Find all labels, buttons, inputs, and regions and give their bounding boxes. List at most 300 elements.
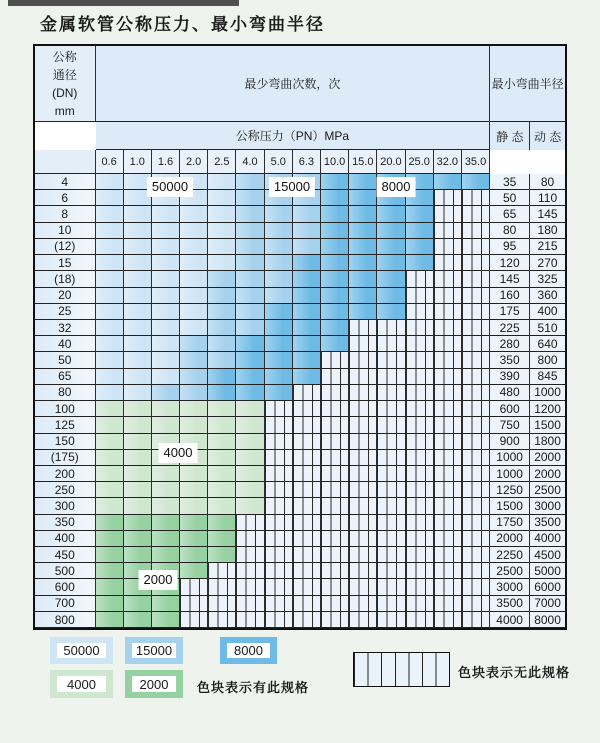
- cycles-region-label-50000: 50000: [147, 177, 193, 197]
- no-spec-cell: [236, 579, 264, 595]
- no-spec-cell: [462, 255, 490, 271]
- no-spec-cell: [434, 450, 462, 466]
- spec-cell: [377, 304, 405, 320]
- spec-cell: [124, 417, 152, 433]
- pressure-column-header: 20.0: [377, 150, 405, 174]
- static-radius-cell: 65: [490, 206, 530, 222]
- no-spec-cell: [462, 239, 490, 255]
- spec-cell: [96, 401, 124, 417]
- dn-cell: (18): [35, 271, 96, 287]
- no-spec-cell: [406, 401, 434, 417]
- spec-cell: [236, 223, 264, 239]
- static-radius-cell: 145: [490, 271, 530, 287]
- no-spec-cell: [236, 515, 264, 531]
- no-spec-cell: [462, 498, 490, 514]
- table-row-dn-40: [35, 336, 565, 352]
- static-radius-cell: 350: [490, 352, 530, 368]
- spec-cell: [124, 466, 152, 482]
- table-header-row-2: [35, 122, 565, 150]
- no-spec-cell: [293, 547, 321, 563]
- spec-cell: [124, 515, 152, 531]
- static-radius-cell: 4000: [490, 612, 530, 628]
- no-spec-cell: [349, 417, 377, 433]
- pressure-column-header: 35.0: [462, 150, 490, 174]
- dn-cell: 700: [35, 596, 96, 612]
- no-spec-cell: [377, 498, 405, 514]
- spec-cell: [124, 239, 152, 255]
- no-spec-cell: [377, 612, 405, 628]
- spec-cell: [265, 255, 293, 271]
- no-spec-cell: [349, 579, 377, 595]
- spec-cell: [96, 352, 124, 368]
- spec-cell: [321, 206, 349, 222]
- no-spec-cell: [377, 385, 405, 401]
- table-header-row-1: [35, 46, 565, 122]
- static-radius-cell: 390: [490, 369, 530, 385]
- spec-cell: [406, 255, 434, 271]
- no-spec-cell: [377, 434, 405, 450]
- pressure-column-header: 1.0: [124, 150, 152, 174]
- spec-cell: [349, 174, 377, 190]
- no-spec-cell: [265, 515, 293, 531]
- spec-cell: [293, 288, 321, 304]
- spec-cell: [293, 255, 321, 271]
- no-spec-cell: [462, 352, 490, 368]
- spec-cell: [236, 450, 264, 466]
- spec-cell: [180, 223, 208, 239]
- no-spec-cell: [265, 579, 293, 595]
- table-row-dn-15: [35, 255, 565, 271]
- no-spec-cell: [462, 579, 490, 595]
- spec-cell: [152, 304, 180, 320]
- table-row-dn-175: [35, 450, 565, 466]
- no-spec-cell: [434, 271, 462, 287]
- spec-cell: [96, 255, 124, 271]
- static-radius-cell: 600: [490, 401, 530, 417]
- dynamic-radius-cell: 1000: [530, 385, 565, 401]
- spec-cell: [152, 515, 180, 531]
- no-spec-cell: [462, 369, 490, 385]
- spec-cell: [180, 271, 208, 287]
- spec-cell: [208, 239, 236, 255]
- spec-cell: [124, 385, 152, 401]
- no-spec-cell: [406, 563, 434, 579]
- no-spec-cell: [349, 336, 377, 352]
- legend-swatch-15000: [125, 637, 183, 664]
- dynamic-radius-cell: 5000: [530, 563, 565, 579]
- no-spec-cell: [349, 450, 377, 466]
- no-spec-cell: [349, 352, 377, 368]
- no-spec-cell: [406, 531, 434, 547]
- no-spec-cell: [434, 579, 462, 595]
- spec-cell: [124, 336, 152, 352]
- spec-cell: [96, 596, 124, 612]
- page-title: 金属软管公称压力、最小弯曲半径: [40, 15, 325, 35]
- cycles-region-label-2000: 2000: [139, 570, 178, 590]
- scan-artifact-bar: [8, 0, 239, 6]
- dynamic-radius-cell: 2000: [530, 450, 565, 466]
- spec-cell: [96, 417, 124, 433]
- spec-cell: [208, 369, 236, 385]
- static-radius-cell: 1250: [490, 482, 530, 498]
- no-spec-cell: [349, 612, 377, 628]
- no-spec-cell: [462, 223, 490, 239]
- pressure-title-cell: 公称压力（PN）MPa: [96, 122, 491, 150]
- dynamic-radius-cell: 145: [530, 206, 565, 222]
- legend-swatch-2000: [125, 670, 183, 698]
- spec-cell: [208, 531, 236, 547]
- static-radius-cell: 1500: [490, 498, 530, 514]
- dn-cell: 200: [35, 466, 96, 482]
- no-spec-cell: [321, 466, 349, 482]
- spec-cell: [236, 369, 264, 385]
- spec-cell: [434, 174, 462, 190]
- pressure-column-header: 1.6: [152, 150, 180, 174]
- table-row-dn-125: [35, 417, 565, 433]
- no-spec-cell: [293, 515, 321, 531]
- no-spec-cell: [377, 450, 405, 466]
- spec-cell: [208, 385, 236, 401]
- spec-cell: [180, 206, 208, 222]
- dynamic-radius-cell: 6000: [530, 579, 565, 595]
- dynamic-radius-cell: 640: [530, 336, 565, 352]
- spec-cell: [236, 401, 264, 417]
- no-spec-cell: [462, 482, 490, 498]
- pressure-column-header: 10.0: [321, 150, 349, 174]
- spec-cell: [208, 288, 236, 304]
- spec-cell: [124, 401, 152, 417]
- spec-cell: [96, 288, 124, 304]
- static-radius-cell: 1000: [490, 466, 530, 482]
- spec-cell: [349, 223, 377, 239]
- dynamic-radius-cell: 2500: [530, 482, 565, 498]
- spec-cell: [208, 352, 236, 368]
- spec-cell: [236, 190, 264, 206]
- no-spec-cell: [293, 450, 321, 466]
- dynamic-radius-cell: 325: [530, 271, 565, 287]
- spec-cell: [124, 434, 152, 450]
- spec-cell: [152, 352, 180, 368]
- no-spec-cell: [265, 498, 293, 514]
- spec-cell: [96, 466, 124, 482]
- no-spec-cell: [434, 612, 462, 628]
- no-spec-cell: [293, 596, 321, 612]
- spec-cell: [180, 255, 208, 271]
- spec-cell: [236, 434, 264, 450]
- spec-cell: [152, 612, 180, 628]
- no-spec-cell: [434, 466, 462, 482]
- spec-cell: [124, 547, 152, 563]
- no-spec-cell: [406, 336, 434, 352]
- spec-cell: [96, 579, 124, 595]
- spec-cell: [152, 547, 180, 563]
- spec-cell: [124, 304, 152, 320]
- no-spec-cell: [434, 385, 462, 401]
- table-row-dn-100: [35, 401, 565, 417]
- dn-cell: 300: [35, 498, 96, 514]
- no-spec-cell: [321, 579, 349, 595]
- spec-cell: [349, 190, 377, 206]
- no-spec-cell: [265, 466, 293, 482]
- dn-cell: 50: [35, 352, 96, 368]
- no-spec-cell: [406, 304, 434, 320]
- spec-cell: [208, 434, 236, 450]
- spec-cell: [96, 320, 124, 336]
- no-spec-cell: [377, 336, 405, 352]
- spec-cell: [180, 417, 208, 433]
- spec-cell: [321, 288, 349, 304]
- dn-cell: 20: [35, 288, 96, 304]
- no-spec-cell: [434, 190, 462, 206]
- no-spec-swatch: [353, 652, 450, 687]
- spec-cell: [236, 482, 264, 498]
- no-spec-cell: [377, 482, 405, 498]
- no-spec-cell: [321, 531, 349, 547]
- dynamic-radius-cell: 510: [530, 320, 565, 336]
- spec-cell: [208, 450, 236, 466]
- no-spec-cell: [406, 369, 434, 385]
- static-radius-cell: 2250: [490, 547, 530, 563]
- cycles-region-label-4000: 4000: [159, 443, 198, 463]
- spec-cell: [265, 320, 293, 336]
- spec-cell: [180, 401, 208, 417]
- spec-cell: [124, 531, 152, 547]
- no-spec-cell: [180, 612, 208, 628]
- pressure-column-header: 2.5: [208, 150, 236, 174]
- no-spec-cell: [434, 352, 462, 368]
- no-spec-cell: [406, 417, 434, 433]
- spec-cell: [152, 239, 180, 255]
- dynamic-radius-cell: 400: [530, 304, 565, 320]
- no-spec-cell: [208, 563, 236, 579]
- dn-cell: 8: [35, 206, 96, 222]
- no-spec-cell: [265, 563, 293, 579]
- spec-cell: [321, 239, 349, 255]
- no-spec-cell: [321, 352, 349, 368]
- no-spec-cell: [406, 434, 434, 450]
- table-row-dn-400: [35, 531, 565, 547]
- spec-cell: [321, 223, 349, 239]
- spec-cell: [208, 190, 236, 206]
- no-spec-cell: [434, 304, 462, 320]
- no-spec-cell: [462, 304, 490, 320]
- static-radius-cell: 80: [490, 223, 530, 239]
- no-spec-legend-text: 色块表示无此规格: [458, 665, 571, 680]
- cycles-title-cell: 最少弯曲次数，次: [96, 46, 491, 122]
- spec-cell: [180, 482, 208, 498]
- spec-cell: [236, 417, 264, 433]
- dn-cell: (175): [35, 450, 96, 466]
- legend-swatch-value: 15000: [132, 643, 176, 658]
- dn-cell: 4: [35, 174, 96, 190]
- no-spec-cell: [293, 385, 321, 401]
- spec-cell: [236, 336, 264, 352]
- spec-cell: [377, 223, 405, 239]
- pressure-column-header: 32.0: [434, 150, 462, 174]
- spec-cell: [208, 223, 236, 239]
- dynamic-radius-cell: 80: [530, 174, 565, 190]
- spec-cell: [293, 336, 321, 352]
- no-spec-cell: [462, 596, 490, 612]
- spec-cell: [152, 206, 180, 222]
- no-spec-cell: [462, 206, 490, 222]
- no-spec-cell: [321, 385, 349, 401]
- spec-cell: [152, 401, 180, 417]
- spec-cell: [208, 482, 236, 498]
- no-spec-cell: [406, 271, 434, 287]
- no-spec-cell: [265, 547, 293, 563]
- spec-cell: [124, 206, 152, 222]
- no-spec-cell: [377, 531, 405, 547]
- spec-cell: [152, 255, 180, 271]
- spec-cell: [265, 223, 293, 239]
- no-spec-cell: [293, 563, 321, 579]
- table-row-dn-32: [35, 320, 565, 336]
- static-radius-cell: 2500: [490, 563, 530, 579]
- no-spec-cell: [462, 612, 490, 628]
- spec-cell: [321, 336, 349, 352]
- spec-cell: [349, 206, 377, 222]
- spec-cell: [124, 255, 152, 271]
- spec-cell: [462, 174, 490, 190]
- spec-cell: [96, 482, 124, 498]
- no-spec-cell: [265, 401, 293, 417]
- no-spec-cell: [293, 498, 321, 514]
- no-spec-cell: [349, 369, 377, 385]
- no-spec-cell: [462, 531, 490, 547]
- spec-cell: [321, 174, 349, 190]
- no-spec-cell: [434, 563, 462, 579]
- spec-cell: [180, 547, 208, 563]
- spec-cell: [236, 352, 264, 368]
- no-spec-cell: [265, 612, 293, 628]
- spec-cell: [96, 271, 124, 287]
- spec-cell: [152, 288, 180, 304]
- spec-cell: [293, 320, 321, 336]
- table-row-dn-20: [35, 288, 565, 304]
- spec-cell: [265, 288, 293, 304]
- spec-cell: [180, 239, 208, 255]
- spec-cell: [96, 174, 124, 190]
- table-row-dn-8: [35, 206, 565, 222]
- legend-swatch-50000: [50, 637, 113, 664]
- table-row-dn-65: [35, 369, 565, 385]
- spec-cell: [265, 239, 293, 255]
- no-spec-cell: [462, 401, 490, 417]
- dynamic-radius-cell: 1500: [530, 417, 565, 433]
- no-spec-cell: [349, 498, 377, 514]
- spec-cell: [180, 336, 208, 352]
- spec-cell: [208, 304, 236, 320]
- legend-swatch-4000: [50, 670, 113, 698]
- table-row-dn-12: [35, 239, 565, 255]
- spec-cell: [124, 271, 152, 287]
- spec-cell: [152, 385, 180, 401]
- no-spec-cell: [236, 531, 264, 547]
- table-row-dn-600: [35, 579, 565, 595]
- no-spec-cell: [265, 450, 293, 466]
- spec-cell: [180, 466, 208, 482]
- static-radius-cell: 1750: [490, 515, 530, 531]
- spec-cell: [124, 352, 152, 368]
- dynamic-radius-cell: 360: [530, 288, 565, 304]
- spec-cell: [124, 450, 152, 466]
- pressure-column-header: 0.6: [96, 150, 124, 174]
- no-spec-cell: [293, 579, 321, 595]
- no-spec-cell: [462, 288, 490, 304]
- dynamic-radius-cell: 4000: [530, 531, 565, 547]
- legend-swatch-value: 4000: [57, 676, 106, 692]
- no-spec-cell: [349, 320, 377, 336]
- no-spec-cell: [321, 612, 349, 628]
- static-radius-cell: 1000: [490, 450, 530, 466]
- no-spec-cell: [462, 417, 490, 433]
- static-radius-cell: 35: [490, 174, 530, 190]
- spec-cell: [377, 239, 405, 255]
- no-spec-cell: [321, 482, 349, 498]
- no-spec-cell: [406, 547, 434, 563]
- spec-cell: [96, 563, 124, 579]
- no-spec-cell: [293, 482, 321, 498]
- no-spec-cell: [434, 482, 462, 498]
- no-spec-cell: [349, 466, 377, 482]
- spec-cell: [349, 271, 377, 287]
- no-spec-cell: [377, 369, 405, 385]
- spec-cell: [96, 385, 124, 401]
- no-spec-cell: [434, 417, 462, 433]
- no-spec-cell: [377, 320, 405, 336]
- dynamic-radius-cell: 3500: [530, 515, 565, 531]
- dynamic-radius-cell: 7000: [530, 596, 565, 612]
- spec-cell: [349, 239, 377, 255]
- spec-cell: [152, 596, 180, 612]
- no-spec-cell: [236, 612, 264, 628]
- spec-cell: [406, 223, 434, 239]
- dn-header-line: (DN): [52, 85, 78, 100]
- spec-cell: [406, 206, 434, 222]
- no-spec-cell: [406, 288, 434, 304]
- pressure-column-header: 6.3: [293, 150, 321, 174]
- static-radius-cell: 2000: [490, 531, 530, 547]
- no-spec-cell: [406, 352, 434, 368]
- static-radius-cell: 900: [490, 434, 530, 450]
- no-spec-cell: [406, 466, 434, 482]
- no-spec-cell: [434, 288, 462, 304]
- spec-cell: [321, 320, 349, 336]
- spec-cell: [152, 531, 180, 547]
- spec-cell: [208, 515, 236, 531]
- pressure-column-header: 5.0: [265, 150, 293, 174]
- spec-cell: [293, 271, 321, 287]
- static-radius-cell: 225: [490, 320, 530, 336]
- no-spec-cell: [462, 385, 490, 401]
- no-spec-cell: [406, 579, 434, 595]
- no-spec-cell: [236, 563, 264, 579]
- no-spec-cell: [377, 352, 405, 368]
- no-spec-cell: [321, 547, 349, 563]
- spec-cell: [265, 385, 293, 401]
- no-spec-cell: [462, 336, 490, 352]
- table-row-dn-800: [35, 612, 565, 628]
- no-spec-cell: [349, 531, 377, 547]
- spec-cell: [208, 547, 236, 563]
- spec-cell: [152, 466, 180, 482]
- table-row-dn-50: [35, 352, 565, 368]
- table-row-dn-450: [35, 547, 565, 563]
- spec-cell: [180, 515, 208, 531]
- dn-cell: 6: [35, 190, 96, 206]
- spec-cell: [293, 206, 321, 222]
